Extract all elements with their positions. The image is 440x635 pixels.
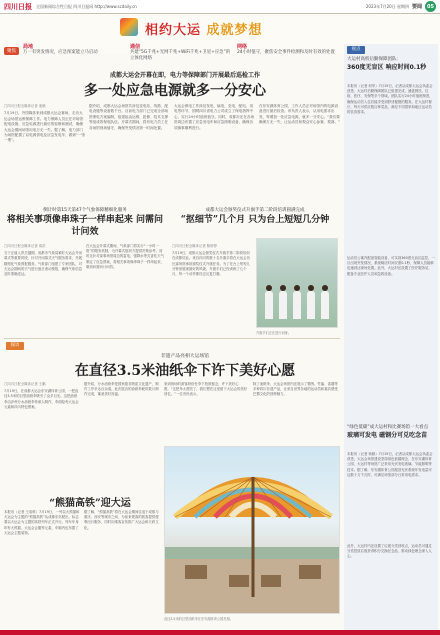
person-figure — [293, 291, 301, 319]
article-column: 在大运会开幕式期间，气象部门将实行“一小时一报”的服务机制，为开幕式组织方提供决策参考。同时还针对赛事场馆周边的雷电、强降水等灾害性天气制定了应急预案，将相关事项像串珠子一样串起来，做到问需问计问效。 — [86, 244, 164, 269]
lead-headline: 多一处应急电源就多一分安心 — [84, 83, 266, 99]
brief-item — [23, 44, 126, 56]
article-column — [4, 104, 85, 198]
byline: □四川日报全媒体记者 陈婷婷 — [172, 244, 217, 248]
lead-kicker: 成都大运会开幕在即，电力等保障部门开展最后巡检工作 — [109, 72, 260, 79]
article-column: 除了油纸伞，大运会场馆内还展示了蜀绣、竹编、漆器等多种四川非遗产品，让来自世界各地的运动员和嘉宾感受巴蜀文化的独特魅力。 — [253, 382, 338, 397]
right-paragraph: 本报讯（记者 何苹）7月19日，记者从成都大运会执委会获悉，大运村后勤保障团队已组建完成，涵盖餐饮、住宿、医疗、安保等多个领域。团队实行24小时值班制度，确保运动员入住后能享受到舒适便捷的服务。在大运村餐厅，每天可供应数百种菜品，满足不同国家和地区运动员的饮食需求。 — [347, 84, 433, 115]
right-tag: 视点 — [347, 46, 365, 54]
paper-logo: 四川日报 — [4, 1, 32, 11]
brief-head: 网络 — [237, 44, 248, 50]
weather-article-body — [4, 244, 164, 319]
paragraph: 当下正值入汛关键期，成都市气象局紧盯大运会开闭幕式等重要时段，针对开闭幕式天气服务需求，开展精细化气象预报服务。气象部门组建了专家团队，对大运会期间的天气进行逐日滚动预报，确保气象信息及时准确送达。 — [4, 251, 82, 277]
brief-head: 局地 — [23, 44, 34, 50]
article-column — [4, 382, 80, 482]
flag-article-body — [172, 244, 252, 334]
flag-bearers-photo — [256, 238, 338, 328]
lead-article-body — [4, 104, 340, 198]
right-paragraph: 本报讯（记者 杨颖）7月19日，记者从成都大运会执委会获悉，大运会场馆建设坚持绿色低碳理念，在东安湖体育公园、大运村等场馆广泛采用光伏发电玻璃、节能照明等技术。据了解，东安湖体育公园屋顶光伏系统年发电量可达数十万千瓦时，可满足场馆部分日常用电需求。 — [347, 452, 433, 477]
photo-caption: 升旗手们正在进行训练。 — [256, 331, 292, 335]
footer-ribbon — [0, 630, 440, 635]
weather-kicker: 倒计时第15天第47个气象保障精细化服务 — [43, 208, 127, 213]
article-column: 来到现场的游客纷纷在伞下拍照留念，许下美好心愿。“这把伞太漂亮了，我们想在这里留下大运会的美好回忆。”一位市民表示。 — [164, 382, 248, 397]
article-column: 在东安湖体育公园，工作人员正对场馆内的电源设备进行最后检查。该负责人表示，从用电需求出发，每增加一处应急电源，就多一分安心。“我们要确保万无一失，让运动员和观众安心参赛、观赛。” — [259, 104, 340, 125]
panda-train-article-body — [4, 510, 160, 628]
brief-text: 万一有突发情况，应急预案能立马启动 — [23, 50, 98, 55]
umbrella-headline: 在直径3.5米油纸伞下许下美好心愿 — [74, 363, 296, 379]
article-column: 本报讯（记者 王成栋）7月19日，一列以大熊猫和大运会为主题的“熊猫高铁”从成都东站驶出，标志着以大运会为主题的高铁列车正式开行。列车车身印有大熊猫、大运会会徽等元素，车厢内也布置了大运会主题装饰。 — [4, 510, 80, 535]
flag-headline: “抠细节”几个月 只为台上短短几分钟 — [180, 215, 330, 225]
person-head — [322, 285, 328, 291]
person-figure — [307, 291, 315, 319]
umbrella-illustration — [165, 447, 340, 614]
panda-train-headline: “熊猫高铁”迎大运 — [49, 498, 131, 509]
right-kicker: 大运村高校后勤保障团队： — [347, 57, 401, 62]
brief-text: 24小时值守，聚焦安全事件检测和及时有效的处置 — [237, 50, 335, 55]
right-headline-2: 玻璃可发电 磁钢分可兑吃念苗 — [347, 432, 428, 439]
weather-headline: 将相关事项像串珠子一样串起来 问需问计问效 — [6, 215, 164, 237]
person-head — [266, 285, 272, 291]
person-figure — [265, 291, 273, 319]
paragraph: 7月19日，外国媒体来到成都大运会赛场，走访大运会场馆运维保障工作。电力保障人员正在对场馆配电设施、应急电源进行最后的检修和测试，确保大运会期间场馆用电万无一失。据了解，电力部门为场馆配置了双电源供电及应急发电车，做到“一馆一策”。 — [4, 111, 85, 143]
article-column — [4, 244, 82, 319]
brief-head: 通信 — [130, 44, 141, 50]
article-column: 据介绍，成都大运会场馆共涉及变电站、线路、配电设施等设备数千台。目前电力部门已完成全部场馆保电方案编制，组建起由运维、抢修、技术支撑等组成的保电队伍。开幕式期间，将有电力员工在各场馆现场值守，确保突发情况第一时间处置。 — [89, 104, 169, 130]
article-column: 据介绍，分水油纸伞是国家级非物质文化遗产，制作工序多达百余道。此次展出的油纸伞耗时数月制作完成，寓意美好祝福。 — [84, 382, 159, 397]
right-paragraph: 运动员公寓内配备智能设备，可实现360度无盲区监控，一旦出现突发情况，系统响应时间仅需0.1秒，保障人员能够迅速到达现场处置。此外，大运村还设置了医疗服务站，配备专业医护人员和急救设备。 — [347, 256, 435, 276]
flag-kicker: 成都大运会颁奖仪式升旗手第二阶段培训圆满完成 — [205, 208, 305, 213]
umbrella-article-body — [4, 382, 160, 482]
byline: □四川日报全媒体记者 庞晓 — [4, 104, 46, 108]
umbrella-article-body-2 — [164, 382, 338, 442]
person-figure — [321, 291, 329, 319]
oil-paper-umbrella-photo — [164, 446, 340, 614]
section-name: 要闻 — [411, 4, 422, 10]
universiade-emblem-icon — [120, 18, 138, 36]
person-figure — [279, 291, 287, 319]
right-headline: 360度无盲区 响应时间0.1秒 — [347, 64, 427, 71]
banner-title-b: 成就梦想 — [206, 23, 263, 38]
right-paragraph: 此外，大运村内还设置了垃圾分类回收点，运动员可通过分类投放垃圾获得积分兑换纪念品，推动绿色理念深入人心。 — [347, 544, 432, 559]
article-column: 大运会保电工作涉及发电、输电、变电、配电、用电等环节，国网四川省电力公司成立了保电指挥中心，实行24小时值班值守。同时，成都市还在各场馆周边布置了应急发电车和应急照明设备，确保各项赛事顺利进行。 — [174, 104, 255, 130]
right-column — [344, 44, 438, 632]
person-head — [280, 285, 286, 291]
page-number: 05 — [425, 1, 436, 12]
briefs-row — [4, 44, 340, 66]
paragraph: 7月19日，成都大运会颁奖仪式升旗手第二阶段培训在成都结业。来自四川的数十名升旗手将在大运会各比赛场馆承担颁奖仪式升旗任务。为了在台上短短几分钟里展现最好的风貌，升旗手们已经训练了几个月，每一个动作都经过反复打磨。 — [172, 251, 250, 277]
banner-title — [145, 19, 263, 38]
person-head — [294, 285, 300, 291]
brief-item — [130, 44, 233, 62]
masthead — [0, 0, 440, 14]
byline: □四川日报全媒体记者 王鹏 — [4, 382, 46, 386]
byline: □四川日报全媒体记者 周洪 — [4, 244, 46, 248]
issue-date: 2023年7月20日 星期四 — [365, 3, 409, 9]
briefs-tag: 聚焦 — [4, 47, 19, 55]
paper-meta: 全国新闻综合性日报 四川日报网 http://www.scdaily.cn — [36, 3, 137, 9]
brief-item — [237, 44, 340, 56]
sec2-tag: 探访 — [6, 342, 24, 350]
article-column: 据了解，“熊猫高铁”将在大运会期间往返于成都与重庆、西安等城市之间，为前来观赛的旅客提供便利出行服务，同时向乘客宣传推广大运会和天府文化。 — [84, 510, 159, 530]
paragraph: 7月19日，在成都大运会东安湖体育公园，一把直径3.5米的巨型油纸伞吸引了众多目光。这把油纸伞由泸州分水油纸伞传承人制作，伞面绘有大运会元素和四川特色图案。 — [4, 389, 79, 409]
right-kicker-2: “绿色低碳”成大运村和比赛场馆一大看点 — [347, 425, 429, 430]
section-divider — [4, 338, 340, 339]
photo-caption: 直径3.5米的巨型油纸伞在东安湖体育公园亮相。 — [164, 617, 233, 621]
brief-text: 共建“5G千兆+光网千兆+WiFi千兆+卫星+应急”的立体化网络 — [130, 50, 231, 61]
umbrella-kicker: 非遗产品亮相大运场馆 — [161, 354, 209, 359]
person-head — [308, 285, 314, 291]
banner-title-a: 相约大运 — [145, 23, 202, 38]
